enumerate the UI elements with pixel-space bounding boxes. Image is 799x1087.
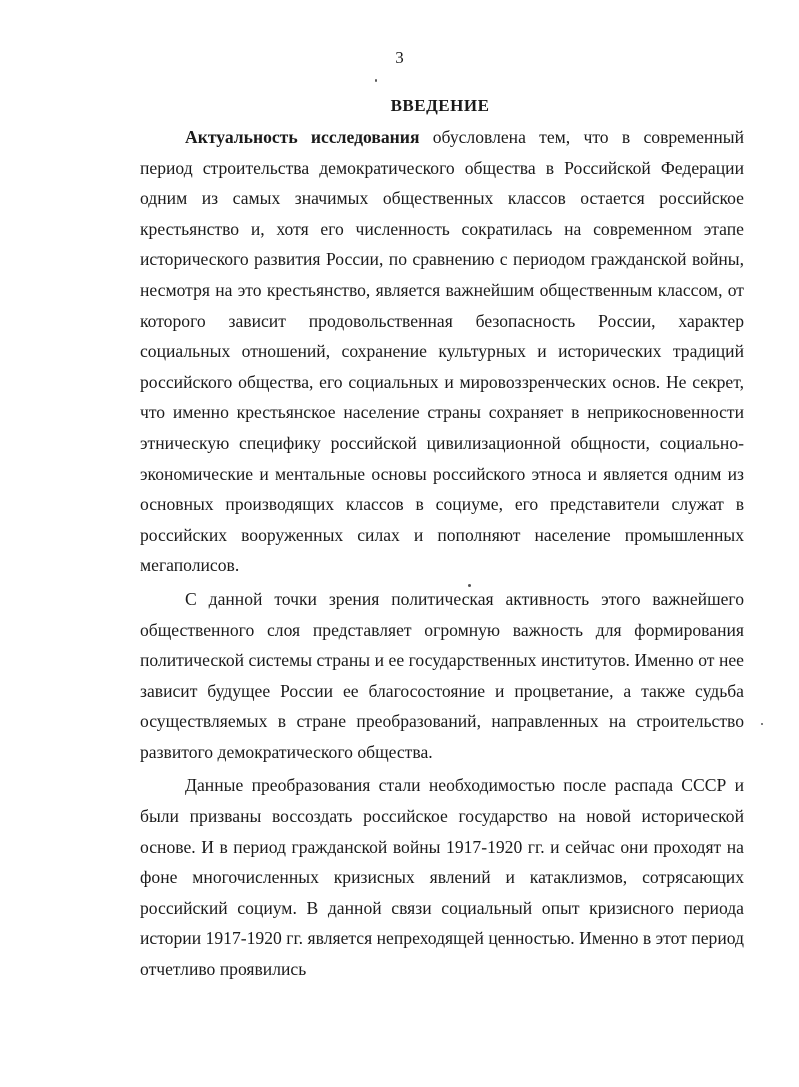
scan-speck [375, 79, 377, 82]
paragraph-transformations [140, 770, 744, 984]
paragraph-political-activity [140, 584, 744, 768]
paragraph-relevance [140, 122, 744, 581]
scan-speck [761, 723, 763, 725]
paragraph-text: С данной точки зрения политическая активность этого важнейшего общественного слоя представляет огромную важность для формирования политической системы страны и ее государственных институтов. Именно от нее зависит будущее России ее благосостояние и процветание, а также судьба осуществляемых в стране преобразований, направленных на строительство развитого демократического общества. [140, 588, 744, 762]
page-number: 3 [395, 48, 404, 67]
paragraph-text: Данные преобразования стали необходимостью после распада СССР и были призваны воссоздать российское государство на новой исторической основе. И в период гражданской войны 1917-1920 гг. и сейчас они проходят на фоне многочисленных кризисных явлений и катаклизмов, сотрясающих российский социум. В данной связи социальный опыт кризисного периода истории 1917-1920 гг. является непреходящей ценностью. Именно в этот период отчетливо проявились [140, 775, 744, 980]
paragraph-lead: Актуальность исследования [185, 127, 420, 147]
section-heading: ВВЕДЕНИЕ [390, 96, 490, 115]
document-body [140, 122, 744, 985]
paragraph-text: обусловлена тем, что в современный период строительства демократического общества в Российской Федерации одним из самых значимых общественных классов остается российское крестьянство и, хотя его численность сократилась на современном этапе исторического развития России, по сравнению с периодом гражданской войны, несмотря на это крестьянство, является важнейшим общественным классом, от которого зависит продовольственная безопасность России, характер социальных отношений, сохранение культурных и исторических традиций российского общества, его социальных и мировоззренческих основ. Не секрет, что именно крестьянское население страны сохраняет в неприкосновенности этническую специфику российской цивилизационной общности, социально-экономические и ментальные основы российского этноса и является одним из основных производящих классов в социуме, его представители служат в российских вооруженных силах и пополняют население промышленных мегаполисов. [140, 127, 744, 576]
